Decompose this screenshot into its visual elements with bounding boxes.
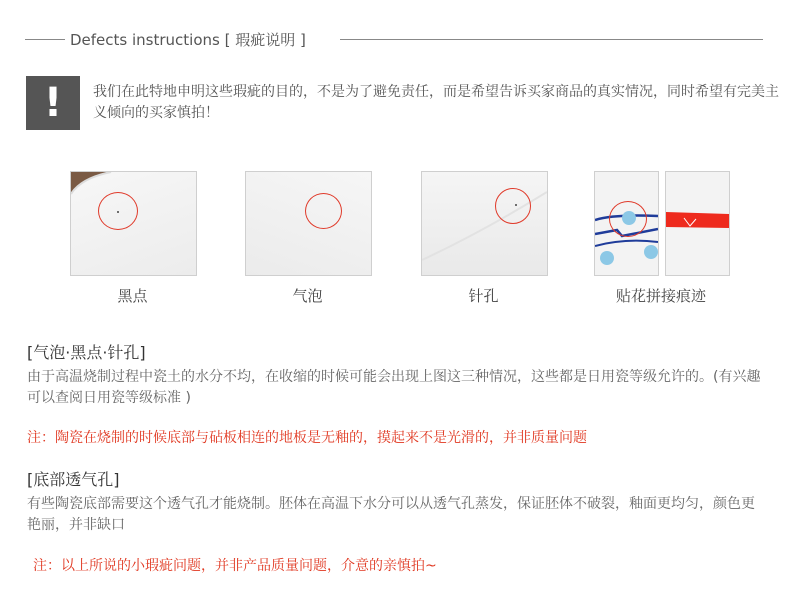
defect-label: 气泡	[292, 287, 323, 305]
glaze-note: 注：陶瓷在烧制的时候底部与砧板相连的地板是无釉的，摸起来不是光滑的，并非质量问题	[27, 430, 587, 446]
defect-label: 黑点	[117, 287, 148, 305]
highlight-circle	[305, 193, 342, 229]
defect-photo-decal-seam-2	[665, 171, 730, 276]
defect-photo-black-dot	[70, 171, 197, 276]
defect-photo-pinhole	[421, 171, 548, 276]
disclaimer-text: 我们在此特地申明这些瑕疵的目的，不是为了避免责任，而是希望告诉买家商品的真实情况，同时希望有完美主义倾向的买家慎拍！	[93, 84, 779, 121]
final-note: 注：以上所说的小瑕疵问题，并非产品质量问题，介意的亲慎拍~	[33, 558, 437, 574]
section-body-bubble-dot-pinhole: 由于高温烧制过程中瓷土的水分不均，在收缩的时候可能会出现上图这三种情况，这些都是日用瓷等级允许的。(有兴趣可以查阅日用瓷等级标准 )	[27, 369, 761, 406]
defect-label: 针孔	[468, 287, 499, 305]
decal-red-band	[666, 172, 729, 275]
plate-edge-shape	[71, 172, 196, 275]
section-title-vent-hole: [底部透气孔]	[27, 470, 120, 489]
section-title-bubble-dot-pinhole: [气泡·黑点·针孔]	[27, 343, 146, 362]
black-dot-mark	[117, 211, 119, 213]
highlight-circle	[609, 201, 647, 237]
section-body-vent-hole: 有些陶瓷底部需要这个透气孔才能烧制。胚体在高温下水分可以从透气孔蒸发，保证胚体不破裂，釉面更均匀，颜色更艳丽，并非缺口	[27, 496, 755, 533]
page-title: Defects instructions [ 瑕疵说明 ]	[70, 31, 306, 49]
header-rule-left	[25, 39, 65, 40]
defect-photo-bubble	[245, 171, 372, 276]
defect-photo-decal-seam-1	[594, 171, 659, 276]
plate-edge-shape	[422, 172, 547, 275]
header-rule-right	[340, 39, 763, 40]
pinhole-mark	[515, 204, 517, 206]
exclamation-icon: !	[26, 76, 80, 130]
highlight-circle	[495, 188, 531, 224]
defect-label: 贴花拼接痕迹	[615, 287, 706, 305]
